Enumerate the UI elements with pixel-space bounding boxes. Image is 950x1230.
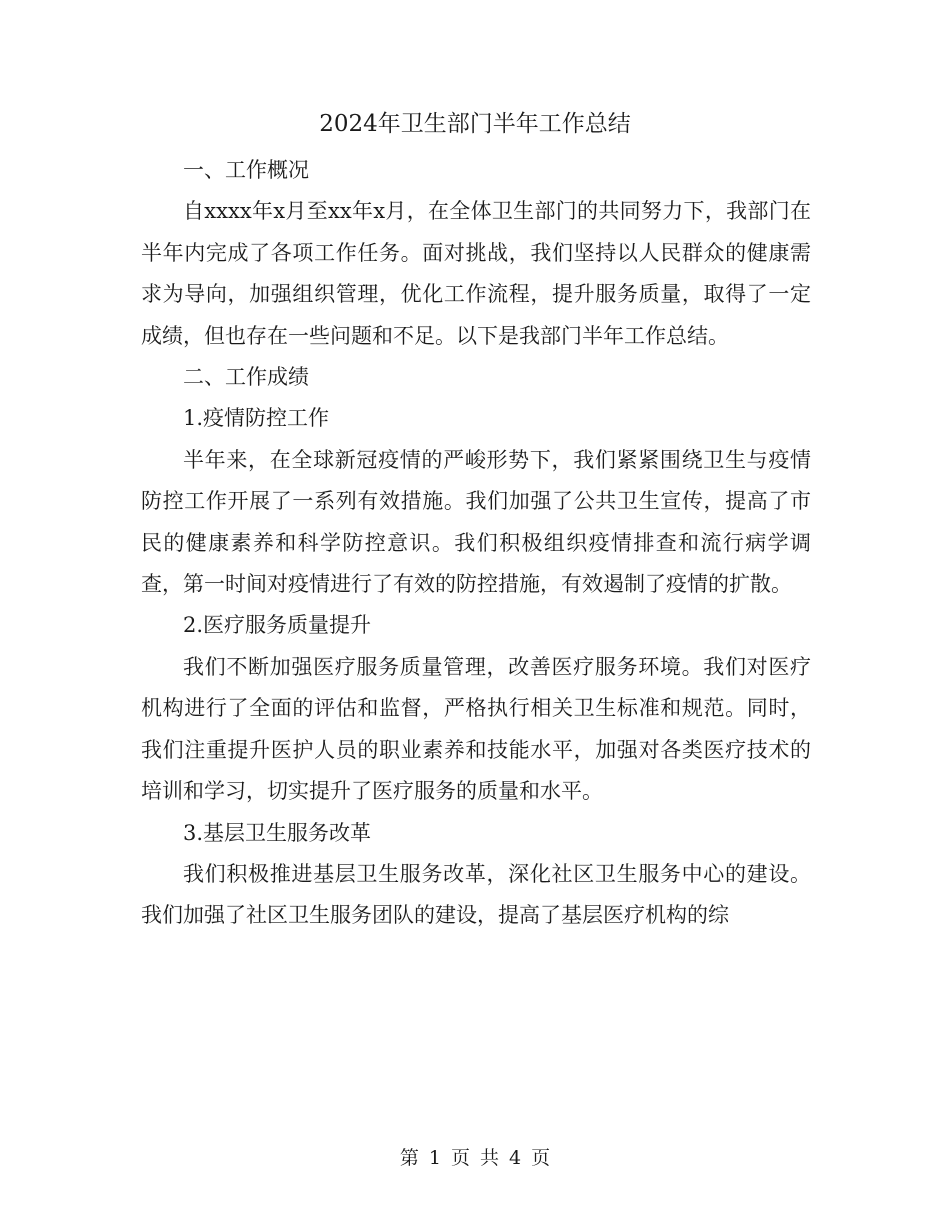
paragraph-epidemic-control: 半年来，在全球新冠疫情的严峻形势下，我们紧紧围绕卫生与疫情防控工作开展了一系列有效措施。我们加强了公共卫生宣传，提高了市民的健康素养和科学防控意识。我们积极组织疫情排查和流行病学调查，第一时间对疫情进行了有效的防控措施，有效遏制了疫情的扩散。 bbox=[141, 447, 811, 597]
paragraph-overview: 自xxxx年x月至xx年x月，在全体卫生部门的共同努力下，我部门在半年内完成了各项工作任务。面对挑战，我们坚持以人民群众的健康需求为导向，加强组织管理，优化工作流程，提升服务质量，取得了一定成绩，但也存在一些问题和不足。以下是我部门半年工作总结。 bbox=[141, 199, 811, 348]
page-number-footer: 第 1 页 共 4 页 bbox=[399, 1147, 551, 1169]
document-title: 2024年卫生部门半年工作总结 bbox=[319, 111, 631, 137]
paragraph-grassroots-reform: 我们积极推进基层卫生服务改革，深化社区卫生服务中心的建设。我们加强了社区卫生服务团队的建设，提高了基层医疗机构的综 bbox=[141, 861, 811, 928]
section-heading-overview: 一、工作概况 bbox=[183, 158, 309, 182]
paragraph-medical-quality: 我们不断加强医疗服务质量管理，改善医疗服务环境。我们对医疗机构进行了全面的评估和监督，严格执行相关卫生标准和规范。同时，我们注重提升医护人员的职业素养和技能水平，加强对各类医疗技术的培训和学习，切实提升了医疗服务的质量和水平。 bbox=[141, 654, 811, 804]
section-heading-achievements: 二、工作成绩 bbox=[183, 365, 309, 390]
document-body bbox=[141, 150, 811, 937]
subheading-grassroots-reform: 3.基层卫生服务改革 bbox=[183, 820, 372, 845]
subheading-medical-quality: 2.医疗服务质量提升 bbox=[183, 613, 372, 638]
subheading-epidemic-control: 1.疫情防控工作 bbox=[183, 406, 330, 431]
